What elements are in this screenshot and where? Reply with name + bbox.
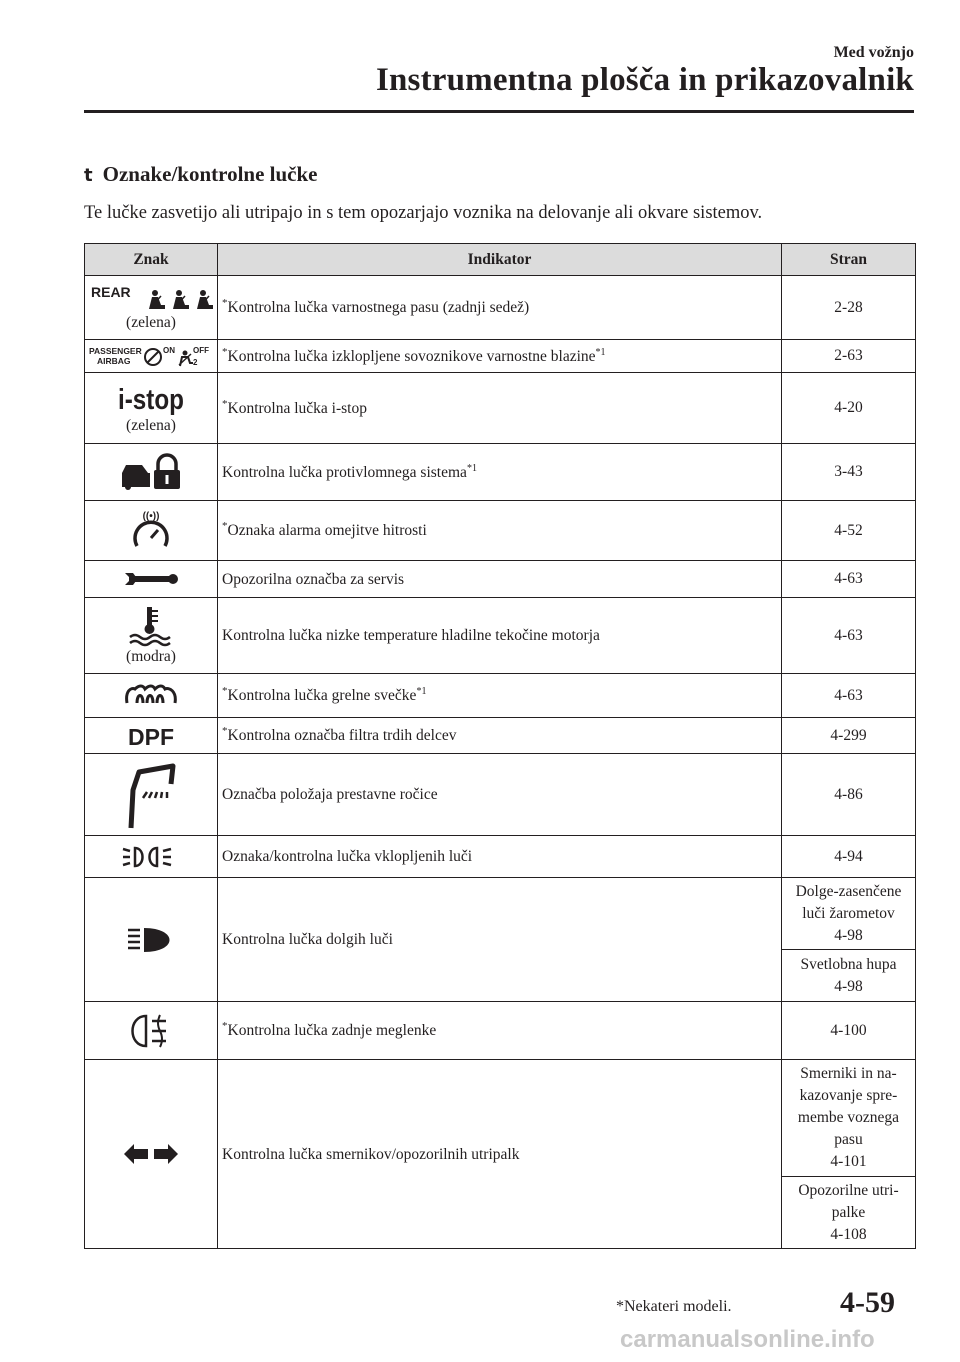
table-row	[85, 878, 916, 950]
table-row	[85, 373, 916, 444]
table-row	[85, 444, 916, 501]
turn-signal-icon	[122, 1142, 180, 1166]
high-beam-icon	[126, 926, 176, 954]
sign-cell	[85, 276, 218, 340]
section-marker: t	[84, 165, 93, 186]
sign-cell	[85, 561, 218, 598]
rear-label: REAR	[91, 284, 131, 300]
sign-cell	[85, 501, 218, 561]
indicator-cell: Oznaka/kontrolna lučka vklopljenih luči	[218, 836, 782, 878]
sign-cell	[85, 373, 218, 444]
table-row	[85, 501, 916, 561]
i-stop-icon	[116, 382, 186, 414]
shift-position-icon	[121, 760, 181, 830]
svg-text:PASSENGER: PASSENGER	[89, 346, 142, 356]
column-header-indicator: Indikator	[218, 244, 782, 276]
indicator-cell: Kontrolna lučka nizke temperature hladilne tekočine motorja	[218, 598, 782, 674]
sign-cell	[85, 1060, 218, 1249]
speed-alarm-icon	[128, 508, 174, 554]
svg-text:AIRBAG: AIRBAG	[97, 356, 131, 366]
svg-text:i-stop: i-stop	[118, 383, 184, 416]
svg-text:2: 2	[193, 358, 198, 367]
section-heading	[84, 162, 318, 187]
table-row	[85, 836, 916, 878]
page-number: 4-59	[840, 1286, 895, 1319]
svg-text:OFF: OFF	[193, 346, 209, 355]
rear-fog-icon	[126, 1013, 176, 1049]
page-cell: 2-28	[782, 276, 916, 340]
table-header-row	[85, 244, 916, 276]
sign-cell	[85, 754, 218, 836]
page-cell: 4-52	[782, 501, 916, 561]
page-cell: 4-86	[782, 754, 916, 836]
passenger-airbag-off-icon	[89, 344, 213, 368]
sign-color-note: (zelena)	[126, 314, 176, 331]
page-cell: 2-63	[782, 340, 916, 373]
footnote: *Nekateri modeli.	[616, 1298, 732, 1315]
coolant-temperature-icon	[128, 605, 174, 645]
sign-cell	[85, 598, 218, 674]
header-rule	[84, 110, 914, 113]
table-row	[85, 598, 916, 674]
indicator-cell: *Kontrolna lučka zadnje meglenke	[218, 1002, 782, 1060]
page-cell: 4-100	[782, 1002, 916, 1060]
table-row	[85, 1002, 916, 1060]
page-title: Instrumentna plošča in prikazovalnik	[375, 62, 914, 98]
sign-cell	[85, 444, 218, 501]
svg-text:((•)): ((•))	[142, 510, 160, 522]
sign-cell	[85, 836, 218, 878]
section-intro: Te lučke zasvetijo ali utripajo in s tem opozarjajo voznika na delovanje ali okvare sistemov.	[84, 203, 763, 223]
table-row	[85, 674, 916, 718]
table-row	[85, 718, 916, 754]
table-row	[85, 276, 916, 340]
page-cell: Dolge-zasenčene luči žarometov 4-98	[782, 878, 916, 950]
page-cell: 4-63	[782, 561, 916, 598]
sign-cell	[85, 878, 218, 1002]
chapter-label: Med vožnjo	[833, 44, 914, 61]
indicator-cell: Kontrolna lučka protivlomnega sistema$^{*1}$	[218, 444, 782, 501]
sign-cell	[85, 1002, 218, 1060]
indicator-cell: *Kontrolna lučka i-stop	[218, 373, 782, 444]
indicator-cell: *Kontrolna lučka izklopljene sovoznikove varnostne blazine$^{*1}$	[218, 340, 782, 373]
section-heading-text: Oznake/kontrolne lučke	[102, 162, 318, 186]
indicator-cell: *Kontrolna označba filtra trdih delcev	[218, 718, 782, 754]
dpf-icon	[122, 724, 180, 748]
page-cell: 4-20	[782, 373, 916, 444]
table-row	[85, 754, 916, 836]
sign-cell	[85, 718, 218, 754]
wrench-icon	[123, 569, 179, 589]
table-row	[85, 561, 916, 598]
column-header-sign: Znak	[85, 244, 218, 276]
glow-plug-icon	[123, 683, 179, 709]
page-cell: 3-43	[782, 444, 916, 501]
anti-theft-lock-icon	[120, 453, 182, 491]
page-cell: Opozorilne utri- palke 4-108	[782, 1177, 916, 1249]
sign-cell	[85, 340, 218, 373]
sign-color-note: (zelena)	[126, 416, 176, 434]
page-cell: Svetlobna hupa 4-98	[782, 950, 916, 1002]
sign-cell	[85, 674, 218, 718]
rear-seatbelt-icon	[89, 283, 213, 311]
column-header-page: Stran	[782, 244, 916, 276]
page-cell: Smerniki in na- kazovanje spre- membe voznega pasu 4-101	[782, 1060, 916, 1177]
svg-text:DPF: DPF	[128, 723, 174, 750]
page-cell: 4-63	[782, 598, 916, 674]
indicator-table	[84, 243, 916, 1249]
sign-color-note: (modra)	[126, 648, 176, 665]
page-cell: 4-94	[782, 836, 916, 878]
indicator-cell: *Kontrolna lučka varnostnega pasu (zadnji sedež)	[218, 276, 782, 340]
page-cell: 4-63	[782, 674, 916, 718]
indicator-cell: Kontrolna lučka smernikov/opozorilnih utripalk	[218, 1060, 782, 1249]
indicator-cell: *Kontrolna lučka grelne svečke$^{*1}$	[218, 674, 782, 718]
watermark: carmanualsonline.info	[620, 1326, 875, 1353]
page-cell: 4-299	[782, 718, 916, 754]
table-row	[85, 340, 916, 373]
svg-text:ON: ON	[163, 346, 175, 355]
indicator-cell: Označba položaja prestavne ročice	[218, 754, 782, 836]
indicator-cell: Opozorilna označba za servis	[218, 561, 782, 598]
parking-lights-icon	[121, 844, 181, 870]
indicator-cell: Kontrolna lučka dolgih luči	[218, 878, 782, 1002]
indicator-cell: *Oznaka alarma omejitve hitrosti	[218, 501, 782, 561]
table-row	[85, 1060, 916, 1177]
